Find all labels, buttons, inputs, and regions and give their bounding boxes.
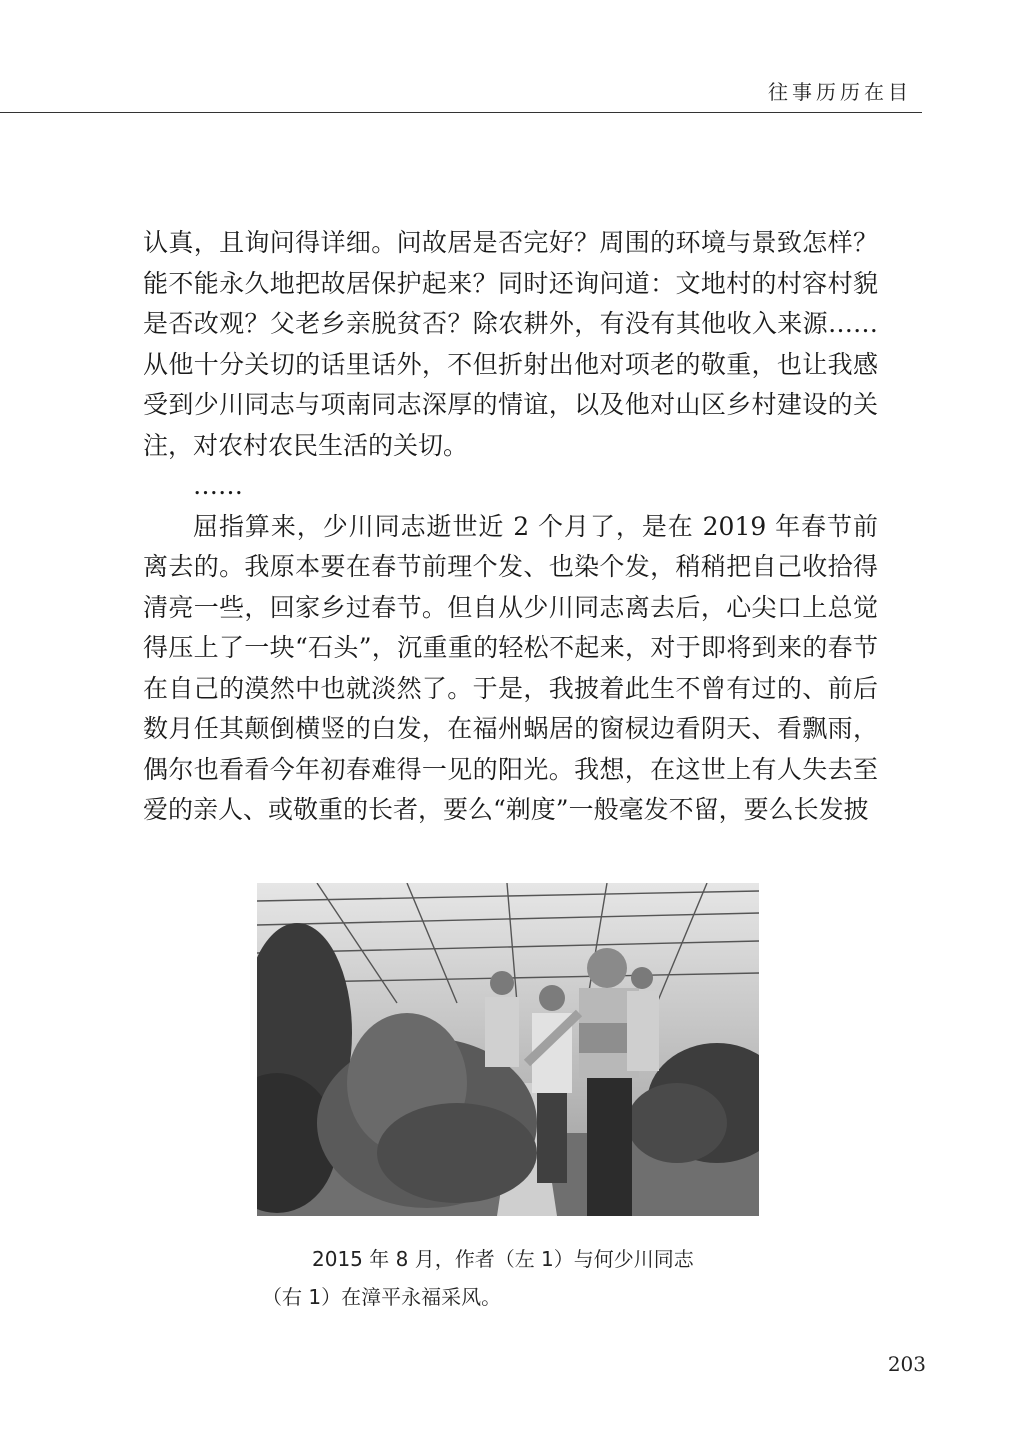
paragraph-main: 屈指算来，少川同志逝世近 2 个月了，是在 2019 年春节前离去的。我原本要在春节前理个发、也染个发，稍稍把自己收拾得清亮一些，回家乡过春节。但自从少川同志离去后，心尖口上总觉得压上了一块“石头”，沉重重的轻松不起来，对于即将到来的春节在自己的漠然中也就淡然了。于是，我披着此生不曾有过的、前后数月任其颠倒横竖的白发，在福州蜗居的窗棂边看阴天、看飘雨，偶尔也看看今年初春难得一见的阳光。我想，在这世上有人失去至爱的亲人、或敬重的长者，要么“剃度”一般毫发不留，要么长发披: [143, 511, 878, 824]
caption-line-1: 2015 年 8 月，作者（左 1）与何少川同志: [312, 1247, 694, 1271]
greenhouse-photo: [257, 883, 759, 1216]
page-number: 203: [887, 1352, 926, 1376]
paragraph-continued: 认真，且询问得详细。问故居是否完好？周围的环境与景致怎样？能不能永久地把故居保护起来？同时还询问道：文地村的村容村貌是否改观？父老乡亲脱贫否？除农耕外，有没有其他收入来源……从他十分关切的话里话外，不但折射出他对项老的敬重，也让我感受到少川同志与项南同志深厚的情谊，以及他对山区乡村建设的关注，对农村农民生活的关切。: [143, 228, 878, 460]
photo-caption: [262, 1240, 762, 1316]
caption-line-2: （右 1）在漳平永福采风。: [262, 1285, 502, 1309]
running-head-title: 往事历历在目: [768, 80, 912, 104]
body-text: [143, 223, 878, 831]
header-rule: [0, 112, 922, 113]
ellipsis-separator: ……: [193, 471, 243, 500]
